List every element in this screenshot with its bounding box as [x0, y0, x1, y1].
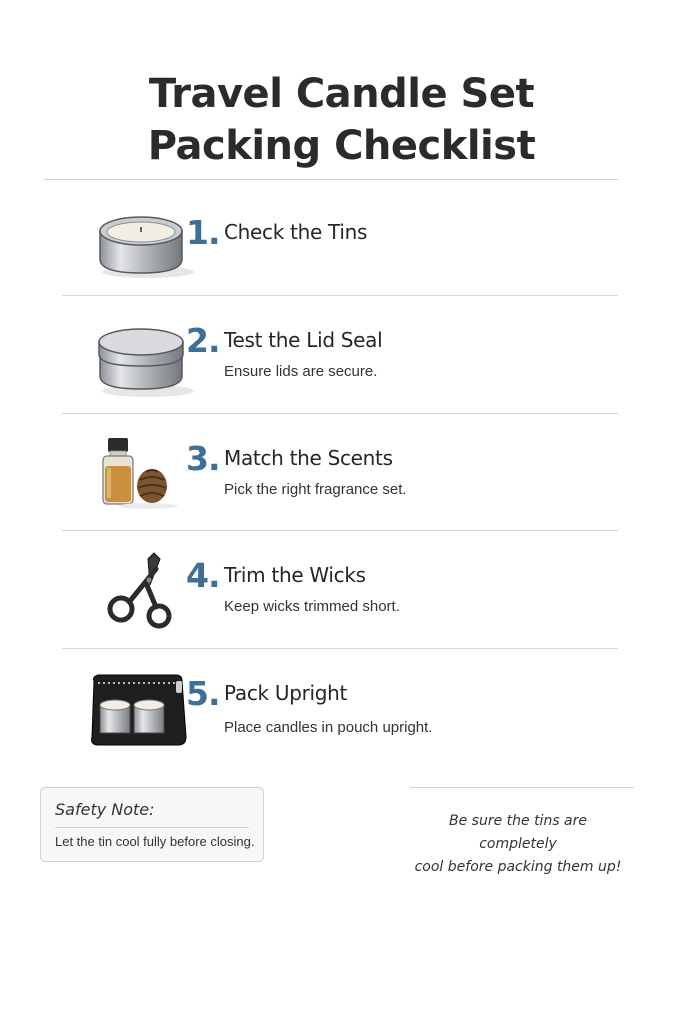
step-number: 4. [186, 556, 220, 595]
step-number: 5. [186, 674, 220, 713]
safety-note-text: Let the tin cool fully before closing. [55, 834, 255, 849]
step-number: 1. [186, 213, 220, 252]
checklist-step-3 [62, 414, 618, 531]
title-line-1: Travel Candle Set [148, 71, 535, 117]
step-subtext: Keep wicks trimmed short. [224, 598, 400, 615]
wick-trimmer-icon [90, 545, 200, 635]
candle-tin-icon [90, 195, 200, 285]
title-divider [44, 179, 618, 180]
step-subtext: Place candles in pouch upright. [224, 719, 433, 736]
step-heading: Trim the Wicks [224, 563, 366, 587]
step-heading: Check the Tins [224, 220, 368, 244]
safety-note-box [40, 787, 264, 862]
side-note [410, 810, 626, 879]
step-heading: Match the Scents [224, 446, 393, 470]
lidded-tin-icon [90, 314, 200, 404]
step-number: 3. [186, 439, 220, 478]
checklist-step-1 [62, 195, 618, 296]
safety-note-divider [55, 827, 249, 828]
checklist-step-4 [62, 531, 618, 649]
checklist-step-2 [62, 296, 618, 414]
side-note-line-2: cool before packing them up! [414, 859, 622, 875]
side-note-divider [410, 787, 634, 788]
side-note-line-1: Be sure the tins are completely [448, 813, 588, 852]
title-line-2: Packing Checklist [147, 123, 536, 169]
step-heading: Test the Lid Seal [224, 328, 383, 352]
page-title [0, 68, 683, 172]
step-heading: Pack Upright [224, 681, 348, 705]
fragrance-bottle-icon [90, 434, 200, 524]
step-subtext: Ensure lids are secure. [224, 363, 378, 380]
safety-note-title: Safety Note: [55, 800, 155, 819]
checklist-step-5 [62, 649, 618, 759]
step-subtext: Pick the right fragrance set. [224, 481, 407, 498]
step-number: 2. [186, 321, 220, 360]
pouch-icon [90, 667, 200, 757]
